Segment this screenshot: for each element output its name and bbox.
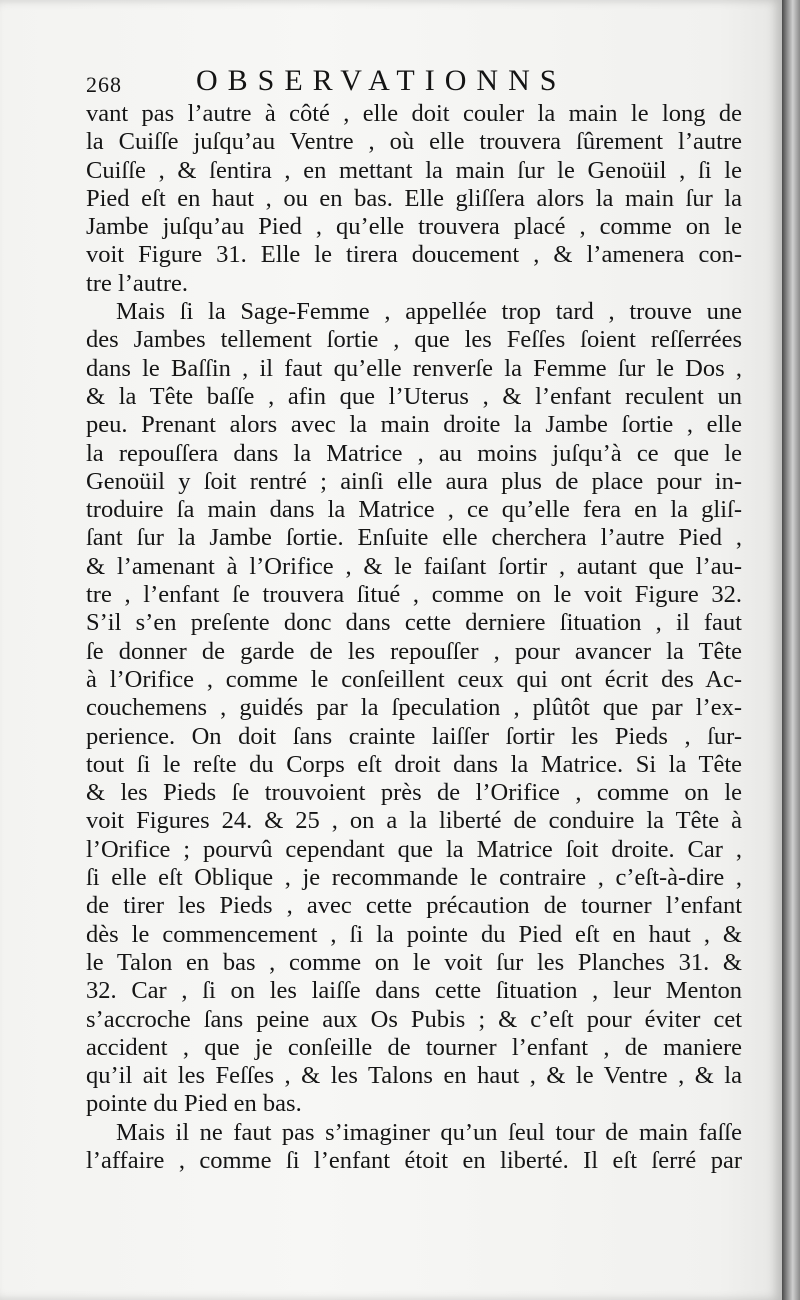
text-line: & l’amenant à l’Orifice , & le faiſant ſortir , autant que l’au-	[86, 552, 742, 580]
text-line: tout ſi le reſte du Corps eſt droit dans la Matrice. Si la Tête	[86, 750, 742, 778]
text-line: Pied eſt en haut , ou en bas. Elle gliſſera alors la main ſur la	[86, 184, 742, 212]
text-line: Jambe juſqu’au Pied , qu’elle trouvera placé , comme on le	[86, 213, 742, 241]
text-line: & la Tête baſſe , afin que l’Uterus , & l’enfant reculent un	[86, 382, 742, 410]
text-line: ſant ſur la Jambe ſortie. Enſuite elle cherchera l’autre Pied ,	[86, 524, 742, 552]
text-line: peu. Prenant alors avec la main droite la Jambe ſortie , elle	[86, 411, 742, 439]
body-text	[86, 100, 742, 1175]
paragraph-start-line: Mais ſi la Sage-Femme , appellée trop tard , trouve une	[116, 298, 742, 326]
text-line: voit Figures 24. & 25 , on a la liberté de conduire la Tête à	[86, 807, 742, 835]
text-line: dans le Baſſin , il faut qu’elle renverſe la Femme ſur le Dos ,	[86, 354, 742, 382]
text-line: ſi elle eſt Oblique , je recommande le contraire , c’eſt-à-dire ,	[86, 864, 742, 892]
text-line: accident , que je conſeille de tourner l’enfant , de maniere	[86, 1033, 742, 1061]
text-line: dès le commencement , ſi la pointe du Pied eſt en haut , &	[86, 920, 742, 948]
text-line: vant pas l’autre à côté , elle doit couler la main le long de	[86, 100, 742, 127]
text-line: couchemens , guidés par la ſpeculation , plûtôt que par l’ex-	[86, 694, 742, 722]
text-line: S’il s’en preſente donc dans cette derniere ſituation , il faut	[86, 609, 742, 637]
paragraph-end-line: tre l’autre.	[86, 269, 189, 297]
text-line: qu’il ait les Feſſes , & les Talons en haut , & le Ventre , & la	[86, 1062, 742, 1090]
text-line: Cuiſſe , & ſentira , en mettant la main ſur le Genoüil , ſi le	[86, 156, 742, 184]
text-line: le Talon en bas , comme on le voit ſur les Planches 31. &	[86, 948, 742, 976]
text-line: Genoüil y ſoit rentré ; ainſi elle aura plus de place pour in-	[86, 467, 742, 495]
running-title: OBSERVATIONNS	[196, 64, 567, 97]
page-header	[86, 60, 746, 100]
text-line: l’Orifice ; pourvû cependant que la Matrice ſoit droite. Car ,	[86, 835, 742, 863]
text-line: des Jambes tellement ſortie , que les Feſſes ſoient reſſerrées	[86, 326, 742, 354]
text-line: à l’Orifice , comme le conſeillent ceux qui ont écrit des Ac-	[86, 665, 742, 693]
text-line: voit Figure 31. Elle le tirera doucement , & l’amenera con-	[86, 241, 742, 269]
page-number: 268	[86, 72, 122, 97]
text-line: de tirer les Pieds , avec cette précaution de tourner l’enfant	[86, 892, 742, 920]
text-line: tre , l’enfant ſe trouvera ſitué , comme on le voit Figure 32.	[86, 581, 742, 609]
text-line: 32. Car , ſi on les laiſſe dans cette ſituation , leur Menton	[86, 977, 742, 1005]
text-line: la Cuiſſe juſqu’au Ventre , où elle trouvera ſûrement l’autre	[86, 128, 742, 156]
text-line: perience. On doit ſans crainte laiſſer ſortir les Pieds , ſur-	[86, 722, 742, 750]
text-line: ſe donner de garde de les repouſſer , pour avancer la Tête	[86, 637, 742, 665]
text-line: troduire ſa main dans la Matrice , ce qu’elle fera en la gliſ-	[86, 496, 742, 524]
text-line: s’accroche ſans peine aux Os Pubis ; & c’eſt pour éviter cet	[86, 1005, 742, 1033]
text-line: & les Pieds ſe trouvoient près de l’Orifice , comme on le	[86, 779, 742, 807]
text-line: l’affaire , comme ſi l’enfant étoit en liberté. Il eſt ſerré par	[86, 1146, 742, 1174]
book-gutter-edge	[782, 0, 800, 1300]
text-line: la repouſſera dans la Matrice , au moins juſqu’à ce que le	[86, 439, 742, 467]
paragraph-end-line: pointe du Pied en bas.	[86, 1090, 302, 1118]
paragraph-start-line: Mais il ne faut pas s’imaginer qu’un ſeul tour de main faſſe	[116, 1118, 742, 1146]
